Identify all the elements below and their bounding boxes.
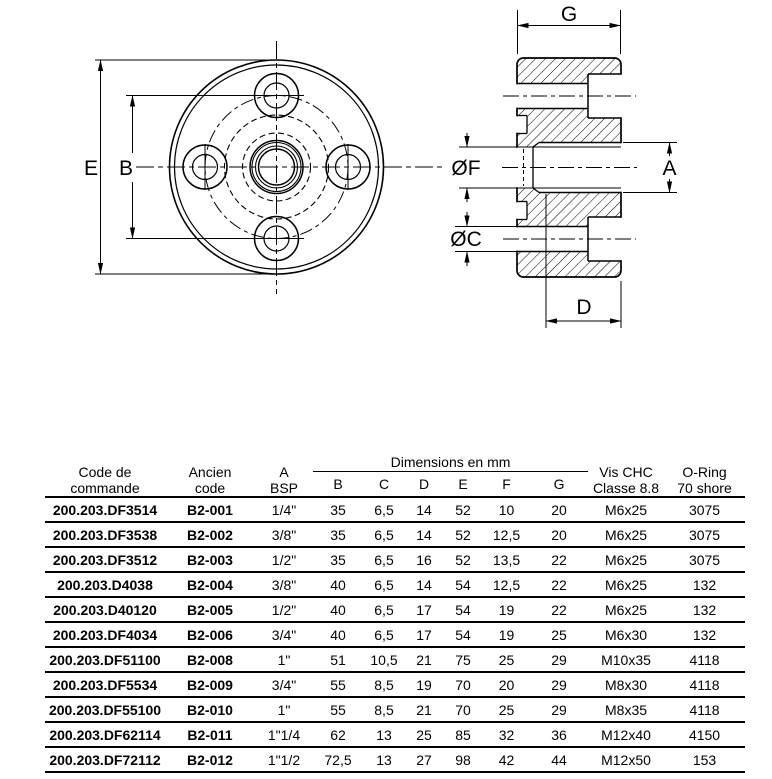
cell-e: 98 [443, 747, 483, 772]
cell-g: 22 [530, 547, 588, 572]
cell-d: 16 [405, 547, 443, 572]
label-F: ØF [451, 157, 481, 180]
cell-bsp: 1/2" [255, 597, 313, 622]
cell-oring: 3075 [664, 522, 745, 547]
cell-f: 20 [483, 672, 530, 697]
cell-code: 200.203.DF72112 [45, 747, 165, 772]
cell-b: 40 [313, 622, 363, 647]
cell-vis: M6x25 [588, 497, 664, 522]
table-header [45, 450, 745, 497]
cell-ancien: B2-011 [165, 722, 255, 747]
label-E: E [83, 157, 99, 180]
cell-e: 54 [443, 622, 483, 647]
cell-b: 55 [313, 697, 363, 722]
cell-code: 200.203.DF62114 [45, 722, 165, 747]
cell-c: 6,5 [363, 547, 405, 572]
cell-code: 200.203.D40120 [45, 597, 165, 622]
cell-bsp: 1/4" [255, 497, 313, 522]
cell-bsp: 1"1/4 [255, 722, 313, 747]
cell-c: 10,5 [363, 647, 405, 672]
cell-c: 6,5 [363, 622, 405, 647]
cell-f: 42 [483, 747, 530, 772]
cell-g: 22 [530, 572, 588, 597]
cell-oring: 132 [664, 622, 745, 647]
cell-b: 35 [313, 547, 363, 572]
cell-g: 22 [530, 597, 588, 622]
cell-f: 12,5 [483, 572, 530, 597]
cell-f: 13,5 [483, 547, 530, 572]
cell-vis: M6x25 [588, 547, 664, 572]
side-view [455, 10, 677, 328]
table-row [45, 547, 745, 572]
cell-c: 6,5 [363, 497, 405, 522]
cell-b: 55 [313, 672, 363, 697]
cell-code: 200.203.DF3538 [45, 522, 165, 547]
cell-d: 17 [405, 597, 443, 622]
cell-g: 29 [530, 697, 588, 722]
table-row [45, 622, 745, 647]
cell-vis: M6x25 [588, 572, 664, 597]
table-row [45, 672, 745, 697]
cell-ancien: B2-009 [165, 672, 255, 697]
cell-bsp: 1" [255, 647, 313, 672]
cell-b: 35 [313, 522, 363, 547]
cell-ancien: B2-002 [165, 522, 255, 547]
cell-d: 14 [405, 572, 443, 597]
cell-bsp: 3/8" [255, 522, 313, 547]
header-dim-c: C [363, 472, 405, 498]
cell-oring: 4118 [664, 697, 745, 722]
header-dim-d: D [405, 472, 443, 498]
cell-bsp: 3/8" [255, 572, 313, 597]
table-row [45, 597, 745, 622]
cell-bsp: 3/4" [255, 672, 313, 697]
table-row [45, 697, 745, 722]
cell-e: 52 [443, 497, 483, 522]
label-A: A [662, 157, 677, 180]
cell-vis: M8x30 [588, 672, 664, 697]
cell-c: 8,5 [363, 672, 405, 697]
header-dim-f: F [483, 472, 530, 498]
cell-oring: 153 [664, 747, 745, 772]
cell-b: 62 [313, 722, 363, 747]
cell-e: 54 [443, 572, 483, 597]
cell-f: 19 [483, 622, 530, 647]
cell-d: 17 [405, 622, 443, 647]
cell-g: 36 [530, 722, 588, 747]
header-dim-b: B [313, 472, 363, 498]
header-dim-e: E [443, 472, 483, 498]
label-B: B [118, 157, 134, 180]
cell-vis: M6x25 [588, 597, 664, 622]
cell-oring: 4118 [664, 672, 745, 697]
cell-f: 10 [483, 497, 530, 522]
cell-oring: 3075 [664, 497, 745, 522]
cell-g: 20 [530, 522, 588, 547]
cell-vis: M12x50 [588, 747, 664, 772]
cell-oring: 132 [664, 572, 745, 597]
cell-e: 75 [443, 647, 483, 672]
cell-g: 29 [530, 672, 588, 697]
header-a-bsp: A BSP [255, 450, 313, 497]
label-G: G [560, 3, 578, 26]
cell-f: 32 [483, 722, 530, 747]
cell-b: 51 [313, 647, 363, 672]
header-ancien-code: Ancien code [165, 450, 255, 497]
cell-d: 21 [405, 647, 443, 672]
header-code: Code de commande [45, 450, 165, 497]
cell-code: 200.203.DF3512 [45, 547, 165, 572]
cell-ancien: B2-006 [165, 622, 255, 647]
table-row [45, 522, 745, 547]
cell-e: 85 [443, 722, 483, 747]
cell-f: 25 [483, 647, 530, 672]
cell-vis: M12x40 [588, 722, 664, 747]
cell-ancien: B2-004 [165, 572, 255, 597]
cell-vis: M6x30 [588, 622, 664, 647]
cell-f: 25 [483, 697, 530, 722]
cell-e: 70 [443, 697, 483, 722]
cell-bsp: 1/2" [255, 547, 313, 572]
cell-g: 25 [530, 622, 588, 647]
cell-ancien: B2-010 [165, 697, 255, 722]
cell-b: 35 [313, 497, 363, 522]
cell-e: 54 [443, 597, 483, 622]
cell-b: 40 [313, 572, 363, 597]
cell-oring: 4118 [664, 647, 745, 672]
cell-oring: 132 [664, 597, 745, 622]
cell-e: 52 [443, 522, 483, 547]
table-row [45, 497, 745, 522]
cell-ancien: B2-012 [165, 747, 255, 772]
cell-g: 29 [530, 647, 588, 672]
label-D: D [576, 296, 592, 319]
cell-ancien: B2-008 [165, 647, 255, 672]
header-dimensions-group: Dimensions en mm [313, 450, 588, 472]
cell-c: 6,5 [363, 597, 405, 622]
cell-d: 14 [405, 497, 443, 522]
cell-d: 14 [405, 522, 443, 547]
cell-bsp: 1"1/2 [255, 747, 313, 772]
dimensions-table [45, 450, 745, 773]
table-row [45, 572, 745, 597]
cell-b: 72,5 [313, 747, 363, 772]
header-dim-g: G [530, 472, 588, 498]
cell-c: 8,5 [363, 697, 405, 722]
cell-g: 20 [530, 497, 588, 522]
cell-vis: M6x25 [588, 522, 664, 547]
cell-c: 13 [363, 722, 405, 747]
cell-c: 6,5 [363, 572, 405, 597]
cell-code: 200.203.DF55100 [45, 697, 165, 722]
cell-code: 200.203.D4038 [45, 572, 165, 597]
cell-d: 25 [405, 722, 443, 747]
table-row [45, 647, 745, 672]
cell-ancien: B2-003 [165, 547, 255, 572]
cell-oring: 4150 [664, 722, 745, 747]
cell-g: 44 [530, 747, 588, 772]
cell-f: 12,5 [483, 522, 530, 547]
cell-code: 200.203.DF5534 [45, 672, 165, 697]
cell-bsp: 1" [255, 697, 313, 722]
label-C: ØC [450, 228, 482, 251]
cell-code: 200.203.DF4034 [45, 622, 165, 647]
cell-c: 6,5 [363, 522, 405, 547]
table-row [45, 722, 745, 747]
table-row [45, 747, 745, 772]
cell-bsp: 3/4" [255, 622, 313, 647]
cell-oring: 3075 [664, 547, 745, 572]
header-vis-chc: Vis CHC Classe 8.8 [588, 450, 664, 497]
cell-vis: M8x35 [588, 697, 664, 722]
table-body [45, 497, 745, 772]
cell-f: 19 [483, 597, 530, 622]
cell-ancien: B2-001 [165, 497, 255, 522]
cell-code: 200.203.DF51100 [45, 647, 165, 672]
cell-code: 200.203.DF3514 [45, 497, 165, 522]
cell-d: 21 [405, 697, 443, 722]
cell-c: 13 [363, 747, 405, 772]
cell-e: 52 [443, 547, 483, 572]
cell-d: 19 [405, 672, 443, 697]
cell-b: 40 [313, 597, 363, 622]
front-view [95, 41, 446, 294]
cell-d: 27 [405, 747, 443, 772]
cell-vis: M10x35 [588, 647, 664, 672]
cell-e: 70 [443, 672, 483, 697]
cell-ancien: B2-005 [165, 597, 255, 622]
header-oring: O-Ring 70 shore [664, 450, 745, 497]
